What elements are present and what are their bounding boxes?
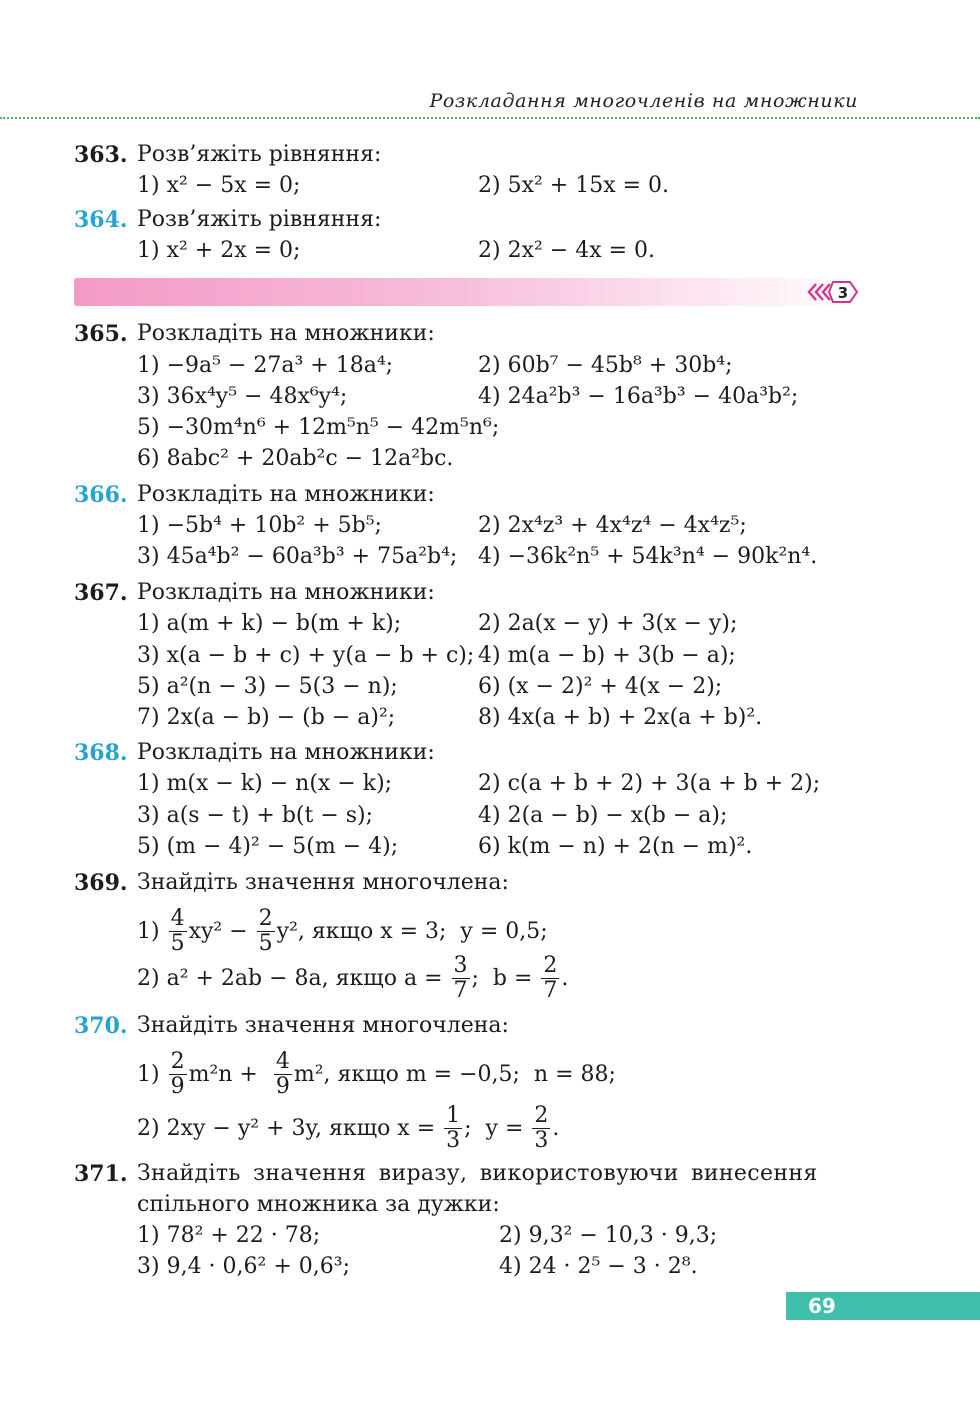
fraction	[444, 1104, 462, 1151]
problem-365-row	[0, 412, 980, 444]
problem-367-row	[0, 671, 980, 703]
task-item: 1) −9a⁵ − 27a³ + 18a⁴;	[137, 353, 394, 378]
task-item: 3) 45a⁴b² − 60a³b³ + 75a²b⁴;	[137, 544, 458, 569]
problem-363-title	[0, 139, 980, 171]
problem-371-title-cont	[0, 1189, 980, 1221]
fraction	[169, 1050, 187, 1097]
page-number-tab	[786, 1292, 980, 1320]
problem-367-row	[0, 640, 980, 672]
fraction-denominator: 9	[275, 1073, 290, 1099]
fraction	[452, 954, 470, 1001]
expression-text: m², якщо m = −0,5; n = 88;	[293, 1061, 616, 1087]
fraction-denominator: 5	[258, 930, 273, 956]
task-item: 1) x² + 2x = 0;	[137, 238, 301, 263]
task-item: 4) 24a²b³ − 16a³b³ − 40a³b²;	[478, 384, 799, 409]
expression-text: ; b =	[471, 965, 540, 991]
task-item: 2) 5x² + 15x = 0.	[478, 173, 670, 198]
problem-instruction: Розв’яжіть рівняння:	[137, 207, 382, 232]
task-item: 1) a(m + k) − b(m + k);	[137, 611, 402, 636]
fraction-denominator: 7	[543, 977, 558, 1003]
fraction-denominator: 9	[170, 1073, 185, 1099]
task-item: 4) −36k²n⁵ + 54k³n⁴ − 90k²n⁴.	[478, 544, 818, 569]
problem-number: 367.	[74, 580, 128, 606]
expression-text: m²n +	[188, 1061, 272, 1087]
problem-367-row	[0, 608, 980, 640]
problem-366-title	[0, 479, 980, 511]
expression-text: y², якщо x = 3; y = 0,5;	[276, 918, 548, 944]
problem-368-row	[0, 768, 980, 800]
problem-instruction: Розкладіть на множники:	[137, 740, 435, 765]
task-item: 1) −5b⁴ + 10b² + 5b⁵;	[137, 513, 382, 538]
task-item: 1) m(x − k) − n(x − k);	[137, 771, 393, 796]
problem-number: 370.	[74, 1013, 128, 1039]
fraction-numerator: 1	[446, 1103, 461, 1129]
expression-text: xy² −	[188, 918, 255, 944]
fraction-numerator: 2	[170, 1049, 185, 1075]
problem-370-line-1	[0, 1044, 980, 1104]
fraction-denominator: 3	[446, 1127, 461, 1153]
problem-instruction: Знайдіть значення многочлена:	[137, 870, 509, 895]
task-item: 2) c(a + b + 2) + 3(a + b + 2);	[478, 771, 821, 796]
task-item: 5) −30m⁴n⁶ + 12m⁵n⁵ − 42m⁵n⁶;	[137, 415, 500, 440]
problem-number: 368.	[74, 740, 128, 766]
fraction-numerator: 2	[543, 953, 558, 979]
fraction	[274, 1050, 292, 1097]
task-item: 6) 8abc² + 20ab²c − 12a²bc.	[137, 446, 454, 471]
task-item: 3) a(s − t) + b(t − s);	[137, 803, 374, 828]
problem-instruction: Розкладіть на множники:	[137, 482, 435, 507]
problem-instruction: Розв’яжіть рівняння:	[137, 142, 382, 167]
problem-365-title	[0, 318, 980, 350]
problem-371-row	[0, 1251, 980, 1283]
problem-instruction: Знайдіть значення виразу, використовуючи винесення	[137, 1161, 818, 1186]
expression-text: .	[561, 965, 569, 991]
section-header: Розкладання многочленів на множники	[429, 90, 858, 112]
problem-370-line-2	[0, 1098, 980, 1158]
expression-text: 1)	[137, 918, 167, 944]
fraction-numerator: 2	[258, 906, 273, 932]
problem-368-title	[0, 737, 980, 769]
fraction-denominator: 7	[453, 977, 468, 1003]
expression-text: 2) 2xy − y² + 3y, якщо x =	[137, 1115, 443, 1141]
problem-number: 366.	[74, 482, 128, 508]
task-item: 6) (x − 2)² + 4(x − 2);	[478, 674, 723, 699]
problem-369-title	[0, 867, 980, 899]
problem-367-title	[0, 577, 980, 609]
problem-368-row	[0, 831, 980, 863]
task-item: 2) 60b⁷ − 45b⁸ + 30b⁴;	[478, 353, 733, 378]
task-item: 6) k(m − n) + 2(n − m)².	[478, 834, 753, 859]
header-divider	[0, 117, 980, 119]
problem-363-row	[0, 170, 980, 202]
problem-number: 371.	[74, 1161, 128, 1187]
problem-365-row	[0, 350, 980, 382]
expression-text: .	[552, 1115, 560, 1141]
problem-366-row	[0, 510, 980, 542]
problem-number: 363.	[74, 142, 128, 168]
task-item: 1) x² − 5x = 0;	[137, 173, 301, 198]
problem-number: 365.	[74, 321, 128, 347]
difficulty-level-bar	[74, 278, 858, 306]
expression-text: ; y =	[464, 1115, 531, 1141]
task-item: 3) 36x⁴y⁵ − 48x⁶y⁴;	[137, 384, 348, 409]
task-item: 2) 2x² − 4x = 0.	[478, 238, 656, 263]
task-item: 5) a²(n − 3) − 5(3 − n);	[137, 674, 398, 699]
problem-366-row	[0, 541, 980, 573]
task-item: 2) 2a(x − y) + 3(x − y);	[478, 611, 738, 636]
task-item: 1) 78² + 22 · 78;	[137, 1223, 321, 1248]
problem-364-title	[0, 204, 980, 236]
expression-text: 1)	[137, 1061, 167, 1087]
task-item: 2) 2x⁴z³ + 4x⁴z⁴ − 4x⁴z⁵;	[478, 513, 747, 538]
task-item: 2) 9,3² − 10,3 · 9,3;	[499, 1223, 718, 1248]
task-item: 7) 2x(a − b) − (b − a)²;	[137, 705, 396, 730]
task-item: 3) 9,4 · 0,6² + 0,6³;	[137, 1254, 350, 1279]
problem-instruction: спільного множника за дужки:	[137, 1192, 500, 1217]
problem-369-line-2	[0, 948, 980, 1008]
problem-instruction: Розкладіть на множники:	[137, 580, 435, 605]
task-item: 4) m(a − b) + 3(b − a);	[478, 643, 736, 668]
fraction-denominator: 5	[170, 930, 185, 956]
problem-371-row	[0, 1220, 980, 1252]
problem-365-row	[0, 381, 980, 413]
fraction-denominator: 3	[534, 1127, 549, 1153]
fraction	[541, 954, 559, 1001]
problem-365-row	[0, 443, 980, 475]
problem-367-row	[0, 702, 980, 734]
problem-364-row	[0, 235, 980, 267]
problem-370-title	[0, 1010, 980, 1042]
problem-368-row	[0, 800, 980, 832]
problem-number: 364.	[74, 207, 128, 233]
problem-instruction: Розкладіть на множники:	[137, 321, 435, 346]
page-number: 69	[808, 1294, 836, 1318]
fraction-numerator: 4	[170, 906, 185, 932]
fraction-numerator: 2	[534, 1103, 549, 1129]
problem-number: 369.	[74, 870, 128, 896]
fraction	[532, 1104, 550, 1151]
difficulty-level-icon	[806, 280, 860, 304]
task-item: 4) 2(a − b) − x(b − a);	[478, 803, 728, 828]
difficulty-level-number: 3	[837, 284, 849, 302]
fraction-numerator: 3	[453, 953, 468, 979]
task-item: 8) 4x(a + b) + 2x(a + b)².	[478, 705, 763, 730]
problem-371-title	[0, 1158, 980, 1190]
expression-text: 2) a² + 2ab − 8a, якщо a =	[137, 965, 450, 991]
fraction-numerator: 4	[275, 1049, 290, 1075]
problem-instruction: Знайдіть значення многочлена:	[137, 1013, 509, 1038]
task-item: 3) x(a − b + c) + y(a − b + c);	[137, 643, 475, 668]
task-item: 5) (m − 4)² − 5(m − 4);	[137, 834, 399, 859]
task-item: 4) 24 · 2⁵ − 3 · 2⁸.	[499, 1254, 698, 1279]
